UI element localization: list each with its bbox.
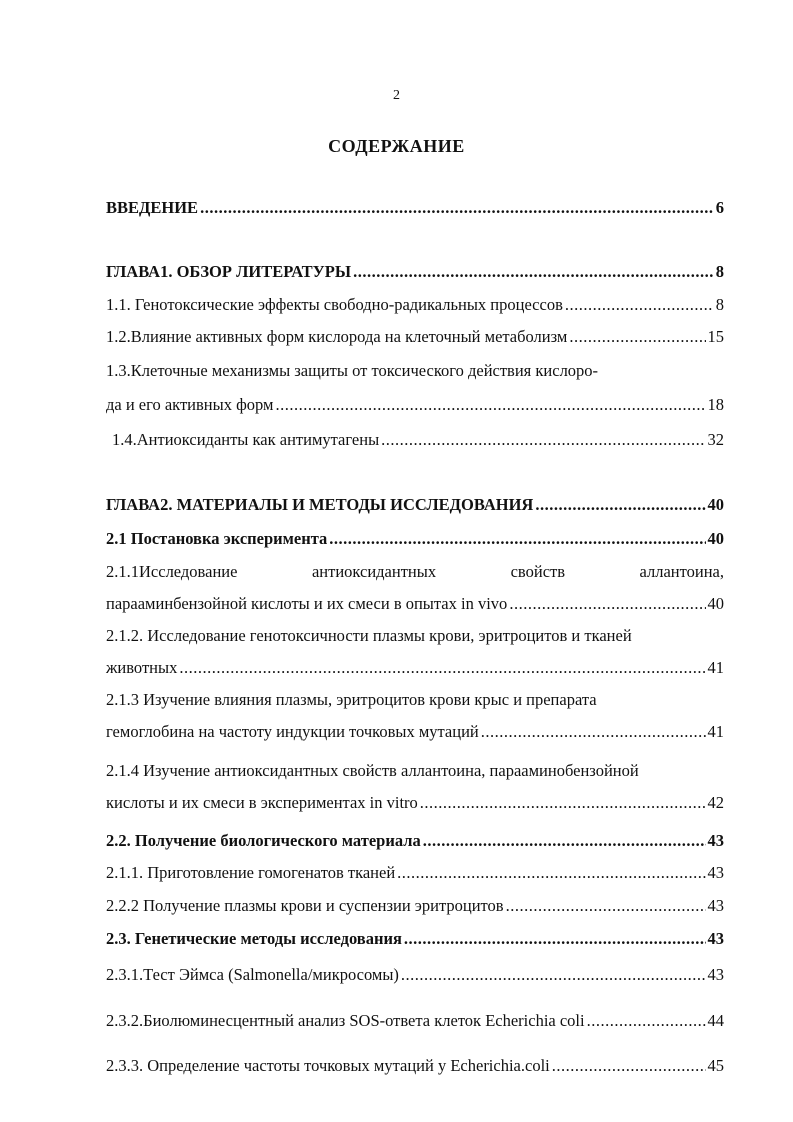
toc-entry-2-1-3-line-1: 2.1.3 Изучение влияния плазмы, эритроцитов крови крыс и препарата (106, 690, 597, 709)
toc-entry-2-1-4-line-1: 2.1.4 Изучение антиоксидантных свойств аллантоина, парааминобензойной (106, 761, 639, 780)
toc-entry-2-3: 2.3. Генетические методы исследования ..... 43 (106, 928, 724, 950)
toc-entry-intro: ВВЕДЕНИЕ ..... 6 (106, 197, 724, 219)
toc-entry-2-3-1: 2.3.1.Тест Эймса (Salmonella/микросомы) ..... 43 (106, 964, 724, 986)
page-title: СОДЕРЖАНИЕ (328, 136, 465, 156)
toc-entry-1-3-line-1: 1.3.Клеточные механизмы защиты от токсического действия кислоро- (106, 361, 599, 380)
toc-entry-2-1-1-homogenates: 2.1.1. Приготовление гомогенатов тканей ..... 43 (106, 862, 724, 884)
toc-entry-2-1-1-line-1: 2.1.1Исследование антиоксидантных свойств аллантоина, (106, 562, 724, 581)
toc-entry-2-1-2-line-1: 2.1.2. Исследование генотоксичности плазмы крови, эритроцитов и тканей (106, 626, 632, 645)
toc-entry-1-2: 1.2.Влияние активных форм кислорода на клеточный метаболизм ..... 15 (106, 326, 724, 348)
toc-entry-2-3-2: 2.3.2.Биолюминесцентный анализ SOS-ответа клеток Echerichia coli ..... 44 (106, 1010, 724, 1032)
toc-entry-2-1: 2.1 Постановка эксперимента ..... 40 (106, 528, 724, 550)
toc-entry-2-1-1-line-2: парааминбензойной кислоты и их смеси в опытах in vivo ..... 40 (106, 593, 724, 615)
toc-entry-2-1-2-line-2: животных ..... 41 (106, 657, 724, 679)
toc-entry-1-1: 1.1. Генотоксические эффекты свободно-радикальных процессов ..... 8 (106, 294, 724, 316)
toc-entry-2-2: 2.2. Получение биологического материала ..... 43 (106, 830, 724, 852)
toc-entry-2-1-3-line-2: гемоглобина на частоту индукции точковых мутаций ..... 41 (106, 721, 724, 743)
toc-entry-chapter-1: ГЛАВА1. ОБЗОР ЛИТЕРАТУРЫ ..... 8 (106, 261, 724, 283)
toc-entry-2-2-2: 2.2.2 Получение плазмы крови и суспензии эритроцитов ..... 43 (106, 895, 724, 917)
toc-entry-1-4: 1.4.Антиоксиданты как антимутагены ..... 32 (112, 429, 724, 451)
toc-entry-1-3-line-2: да и его активных форм ..... 18 (106, 394, 724, 416)
toc-entry-2-1-4-line-2: кислоты и их смеси в экспериментах in vitro ..... 42 (106, 792, 724, 814)
toc-entry-2-3-3: 2.3.3. Определение частоты точковых мутаций у Echerichia.coli ..... 45 (106, 1055, 724, 1077)
page-number: 2 (393, 88, 400, 103)
toc-entry-chapter-2: ГЛАВА2. МАТЕРИАЛЫ И МЕТОДЫ ИССЛЕДОВАНИЯ ..... 40 (106, 494, 724, 516)
